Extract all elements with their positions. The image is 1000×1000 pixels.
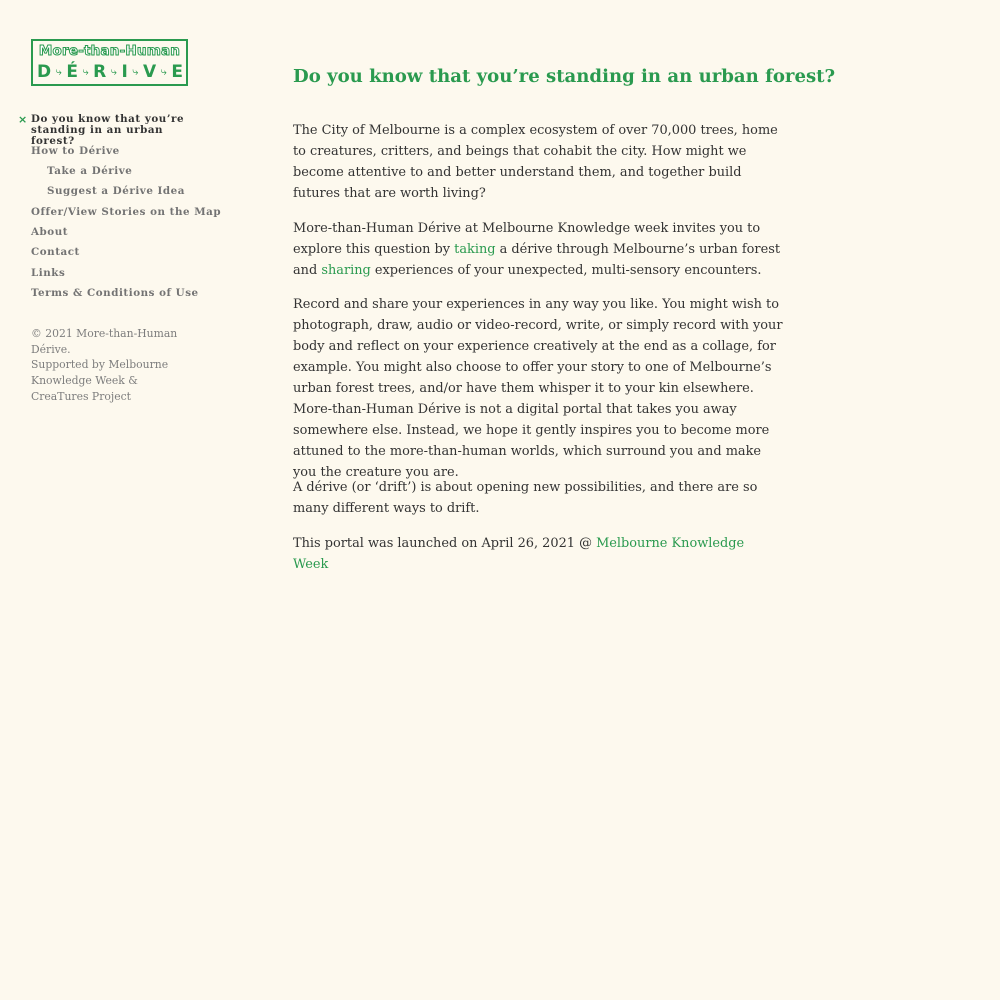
logo-arrow-icon: ⤷	[160, 65, 167, 78]
nav-item-take-a-derive[interactable]	[47, 166, 132, 176]
nav-item-stories-map[interactable]	[31, 207, 221, 217]
logo-letter: É	[66, 62, 78, 82]
nav-item-label: Suggest a Dérive Idea	[47, 185, 185, 197]
logo-letter: R	[93, 62, 107, 82]
nav-item-urban-forest[interactable]	[18, 113, 191, 147]
page-title: Do you know that you’re standing in an urban forest?	[293, 66, 836, 87]
launch-paragraph	[293, 533, 783, 575]
sharing-link[interactable]: sharing	[321, 263, 371, 278]
derive-paragraph: A dérive (or ‘drift’) is about opening new possibilities, and there are so many different ways to drift.	[293, 480, 758, 516]
logo-letter: V	[142, 62, 157, 82]
nav-item-label: How to Dérive	[31, 145, 120, 157]
nav-item-contact[interactable]	[31, 247, 80, 257]
intro-paragraph: The City of Melbourne is a complex ecosystem of over 70,000 trees, home to creatures, critters, and beings that cohabit the city. How might we become attentive to and better understand them, and together build futures that are worth living?	[293, 123, 778, 201]
close-icon[interactable]: ×	[18, 113, 28, 126]
logo-arrow-icon: ⤷	[110, 65, 117, 78]
nav-item-label: Contact	[31, 246, 80, 258]
logo-arrow-icon: ⤷	[132, 65, 139, 78]
melbourne-knowledge-week-link[interactable]: Melbourne Knowledge Week	[293, 536, 745, 572]
logo-arrow-icon: ⤷	[82, 65, 89, 78]
copyright-text: © 2021 More-than-Human Dérive.	[31, 327, 178, 356]
paragraph-text: This portal was launched on April 26, 2021 @	[293, 536, 597, 551]
nav-item-label: Offer/View Stories on the Map	[31, 206, 222, 218]
nav-item-suggest-derive-idea[interactable]	[47, 186, 185, 196]
nav-item-about[interactable]	[31, 227, 68, 237]
paragraph-text: a dérive through Melbourne’s urban forest and	[293, 242, 781, 278]
nav-item-label: About	[31, 226, 69, 238]
logo-arrow-icon: ⤷	[55, 65, 62, 78]
nav-item-label: Do you know that you’re standing in an urban forest?	[31, 113, 185, 147]
supported-by-text: Supported by Melbourne Knowledge Week & CreaTures Project	[31, 358, 169, 403]
record-paragraph: Record and share your experiences in any way you like. You might wish to photograph, draw, audio or video-record, write, or simply record with your body and reflect on your experience creatively at the end as a collage, for example. You might also choose to offer your story to one of Melbourne’s urban forest trees, and/or have them whisper it to your kin elsewhere. More-than-Human Dérive is not a digital portal that takes you away somewhere else. Instead, we hope it gently inspires you to become more attuned to the more-than-human worlds, which surround you and make you the creature you are.	[293, 297, 783, 480]
logo-letter: D	[37, 62, 52, 82]
paragraph-text: experiences of your unexpected, multi-sensory encounters.	[370, 263, 762, 278]
sidebar-footer	[31, 326, 196, 405]
main-content	[293, 66, 836, 572]
logo-derive	[33, 62, 186, 82]
nav-item-label: Take a Dérive	[47, 165, 133, 177]
nav-item-how-to-derive[interactable]	[31, 146, 120, 156]
nav-item-label: Links	[31, 267, 66, 279]
invite-paragraph	[293, 218, 783, 281]
paragraph-text: More-than-Human Dérive at Melbourne Knowledge week invites you to explore this question by	[293, 221, 761, 257]
logo-letter: I	[121, 62, 128, 82]
logo-letter: E	[171, 62, 183, 82]
nav-item-terms[interactable]	[31, 288, 199, 298]
site-logo[interactable]	[31, 39, 188, 86]
logo-line1: More-than-Human	[38, 43, 181, 59]
nav-item-links[interactable]	[31, 268, 65, 278]
nav-item-label: Terms & Conditions of Use	[31, 287, 199, 299]
sidebar	[18, 39, 222, 403]
taking-link[interactable]: taking	[454, 242, 496, 257]
